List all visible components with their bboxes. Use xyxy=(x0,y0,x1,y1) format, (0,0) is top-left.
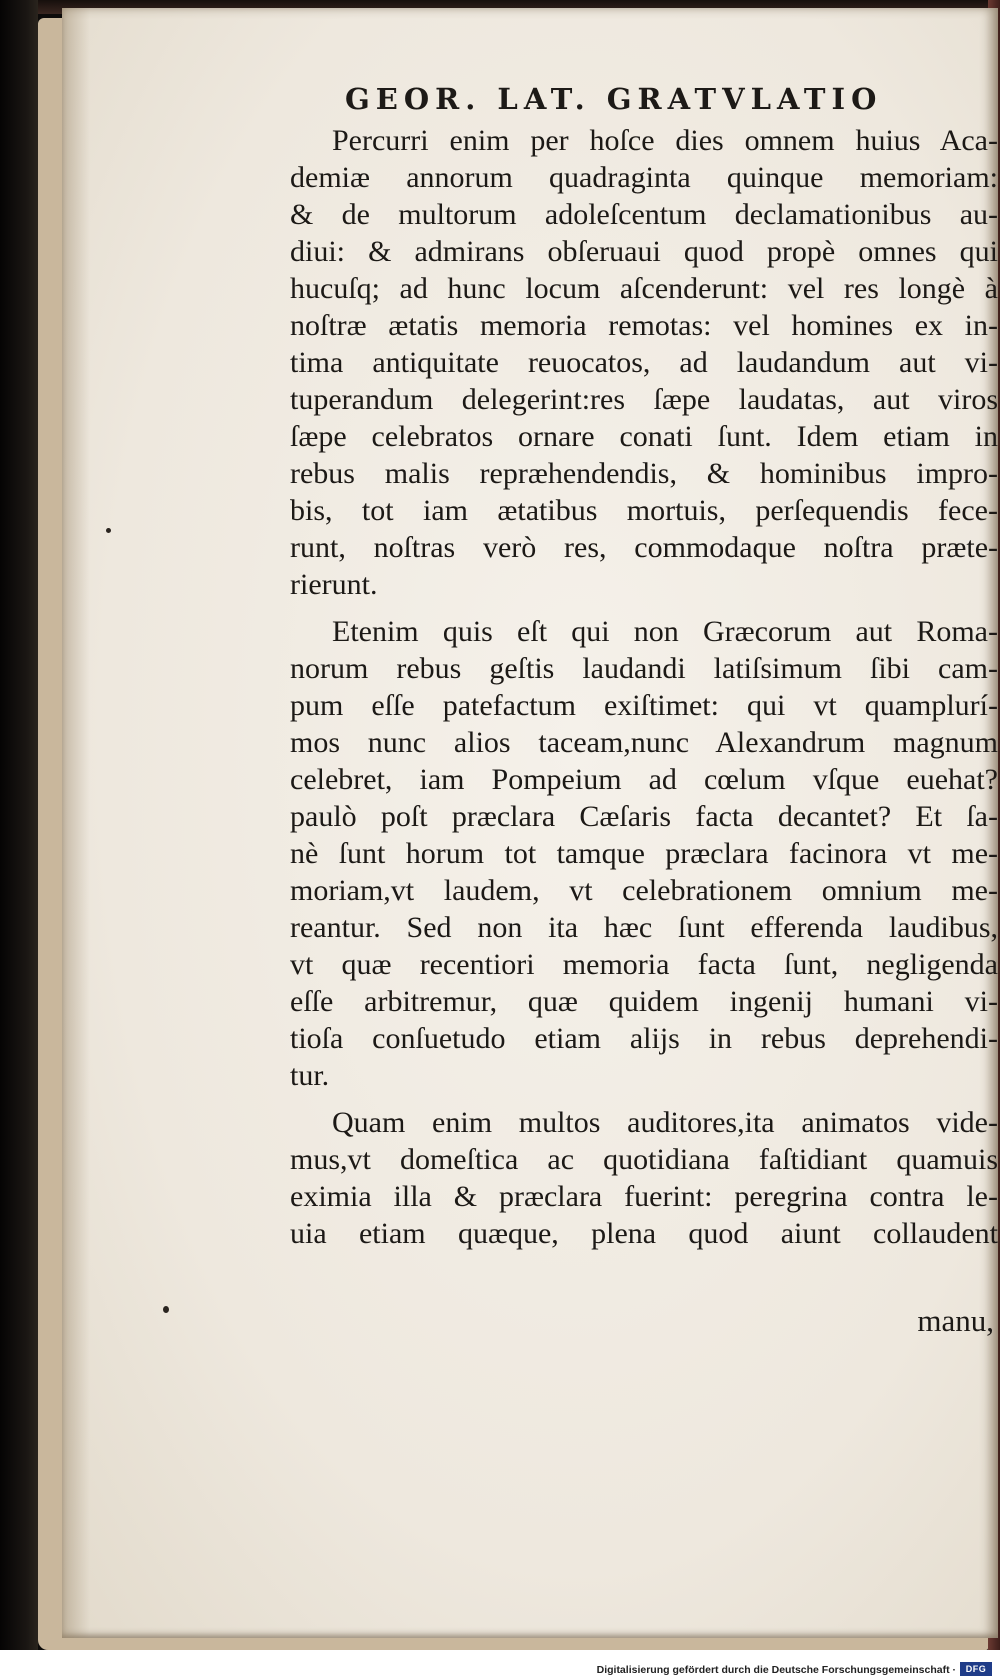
text-line: mos nunc alios taceam,nunc Alexandrum magnum xyxy=(290,726,998,759)
text-line: tuperandum delegerint:res ſæpe laudatas, aut viros xyxy=(290,383,998,416)
text-line: nè ſunt horum tot tamque præclara facinora vt me- xyxy=(290,837,998,870)
text-line: bis, tot iam ætatibus mortuis, perſequendis fece- xyxy=(290,494,998,527)
text-line: diui: & admirans obſeruaui quod propè omnes qui xyxy=(290,235,998,268)
text-line: tima antiquitate reuocatos, ad laudandum aut vi- xyxy=(290,346,998,379)
text-line: moriam,vt laudem, vt celebrationem omnium me- xyxy=(290,874,998,907)
text-line: celebret, iam Pompeium ad cœlum vſque euehat? xyxy=(290,763,998,796)
text-line: noſtræ ætatis memoria remotas: vel homines ex in- xyxy=(290,309,998,342)
text-line: Etenim quis eſt qui non Græcorum aut Roma- xyxy=(332,615,998,648)
digitization-credit: Digitalisierung gefördert durch die Deutsche Forschungsgemeinschaft · xyxy=(596,1664,956,1676)
text-line: rierunt. xyxy=(290,568,378,601)
text-line: pum eſſe patefactum exiſtimet: qui vt quamplurí- xyxy=(290,689,998,722)
paragraph xyxy=(290,1104,998,1252)
text-line: hucuſq; ad hunc locum aſcenderunt: vel res longè à xyxy=(290,272,998,305)
paragraph xyxy=(290,613,998,1094)
ink-speck xyxy=(106,528,111,533)
text-line: eximia illa & præclara fuerint: peregrina contra le- xyxy=(290,1180,998,1213)
text-line: reantur. Sed non ita hæc ſunt efferenda laudibus, xyxy=(290,911,998,944)
text-line: Quam enim multos auditores,ita animatos vide- xyxy=(332,1106,998,1139)
paragraph xyxy=(290,122,998,603)
gutter-shadow xyxy=(62,8,90,1638)
text-line: vt quæ recentiori memoria facta ſunt, negligenda xyxy=(290,948,998,981)
text-line: mus,vt domeſtica ac quotidiana faſtidiant quamuis xyxy=(290,1143,998,1176)
text-line: rebus malis repræhendendis, & hominibus impro- xyxy=(290,457,998,490)
text-line: uia etiam quæque, plena quod aiunt collaudent xyxy=(290,1217,998,1250)
text-line: demiæ annorum quadraginta quinque memoriam: xyxy=(290,161,998,194)
text-line: Percurri enim per hoſce dies omnem huius Aca- xyxy=(332,124,998,157)
text-line: runt, noſtras verò res, commodaque noſtra præte- xyxy=(290,531,998,564)
dfg-logo-icon: DFG xyxy=(960,1662,992,1676)
running-head: GEOR. LAT. GRATVLATIO xyxy=(345,82,883,116)
text-line: tioſa conſuetudo etiam alijs in rebus deprehendi- xyxy=(290,1022,998,1055)
text-line: eſſe arbitremur, quæ quidem ingenij humani vi- xyxy=(290,985,998,1018)
catchword: manu, xyxy=(917,1303,994,1338)
book-spine-left xyxy=(0,0,38,1650)
ink-speck xyxy=(163,1306,169,1313)
text-line: & de multorum adoleſcentum declamationibus au- xyxy=(290,198,998,231)
text-line: norum rebus geſtis laudandi latiſsimum ſibi cam- xyxy=(290,652,998,685)
text-line: ſæpe celebratos ornare conati ſunt. Idem etiam in xyxy=(290,420,998,453)
text-line: paulò poſt præclara Cæſaris facta decantet? Et ſa- xyxy=(290,800,998,833)
body-text xyxy=(290,122,998,1252)
text-line: tur. xyxy=(290,1059,330,1092)
